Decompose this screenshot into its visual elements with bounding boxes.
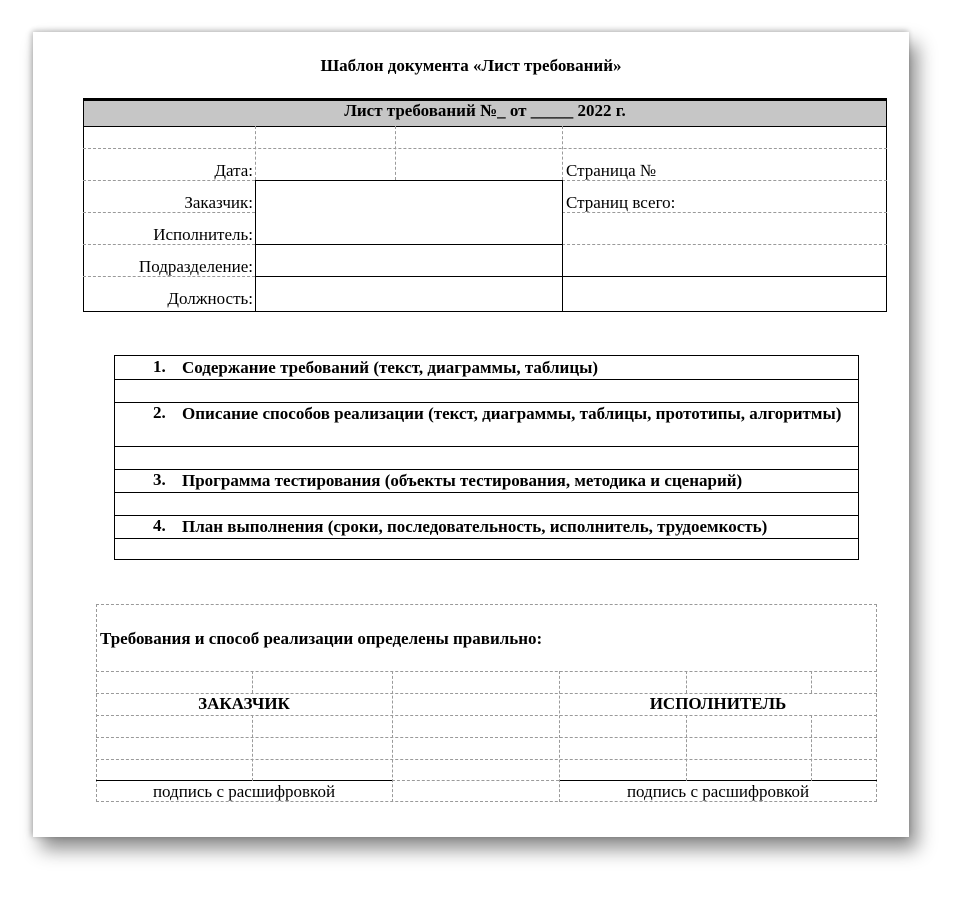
section-2-text: Описание способов реализации (текст, диаграммы, таблицы, прототипы, алгоритмы) — [182, 404, 842, 423]
date-label: Дата: — [214, 161, 253, 180]
section-row-line — [115, 446, 858, 447]
header-border-right — [886, 98, 887, 312]
approval-col-line — [811, 671, 812, 693]
section-1-number: 1. — [153, 357, 166, 376]
row-line — [255, 180, 562, 181]
executor-label: Исполнитель: — [153, 225, 253, 244]
col-line — [255, 180, 256, 312]
page-number-label: Страница № — [566, 161, 657, 180]
customer-heading: ЗАКАЗЧИК — [198, 694, 290, 713]
approval-border-top — [96, 604, 877, 605]
section-3-number: 3. — [153, 470, 166, 489]
header-table — [83, 98, 887, 312]
approval-col-line — [811, 715, 812, 781]
signature-line-executor — [559, 780, 877, 781]
approval-row-line — [96, 715, 877, 716]
executor-heading: ИСПОЛНИТЕЛЬ — [649, 694, 787, 713]
row-line — [255, 276, 887, 277]
header-border-left — [83, 98, 84, 312]
section-row-line — [115, 538, 858, 539]
section-1-text: Содержание требований (текст, диаграммы, таблицы) — [182, 358, 599, 377]
approval-col-line — [392, 671, 393, 802]
col-line — [562, 180, 563, 312]
position-label: Должность: — [167, 289, 253, 308]
approval-col-line — [686, 715, 687, 781]
section-3-text: Программа тестирования (объекты тестирования, методика и сценарий) — [182, 471, 743, 490]
approval-table — [96, 604, 877, 802]
header-table-title: Лист требований №_ от _____ 2022 г. — [344, 101, 626, 120]
section-4-text: План выполнения (сроки, последовательность, исполнитель, трудоемкость) — [182, 517, 768, 536]
sections-table — [114, 355, 859, 560]
section-4-number: 4. — [153, 516, 166, 535]
approval-col-line — [686, 671, 687, 693]
approval-col-line — [252, 715, 253, 781]
section-2-number: 2. — [153, 403, 166, 422]
approval-row-line — [96, 737, 877, 738]
approval-statement: Требования и способ реализации определены правильно: — [100, 629, 543, 648]
header-title-underline — [83, 126, 887, 127]
col-line — [562, 126, 563, 180]
pages-total-label: Страниц всего: — [566, 193, 676, 212]
row-line — [255, 244, 562, 245]
section-row-line — [115, 379, 858, 380]
department-label: Подразделение: — [138, 257, 253, 276]
col-line — [255, 126, 256, 180]
approval-row-line — [392, 780, 559, 781]
approval-row-line — [96, 671, 877, 672]
row-line — [83, 148, 887, 149]
document-page — [33, 32, 909, 837]
section-row-line — [115, 492, 858, 493]
customer-label: Заказчик: — [184, 193, 253, 212]
header-border-bottom — [83, 311, 887, 312]
approval-row-line — [96, 759, 877, 760]
row-line — [562, 244, 887, 245]
executor-signature-caption: подпись с расшифровкой — [626, 782, 810, 801]
col-line — [395, 126, 396, 180]
customer-signature-caption: подпись с расшифровкой — [152, 782, 336, 801]
signature-line-customer — [96, 780, 392, 781]
approval-col-line — [252, 671, 253, 693]
document-title: Шаблон документа «Лист требований» — [320, 56, 622, 75]
